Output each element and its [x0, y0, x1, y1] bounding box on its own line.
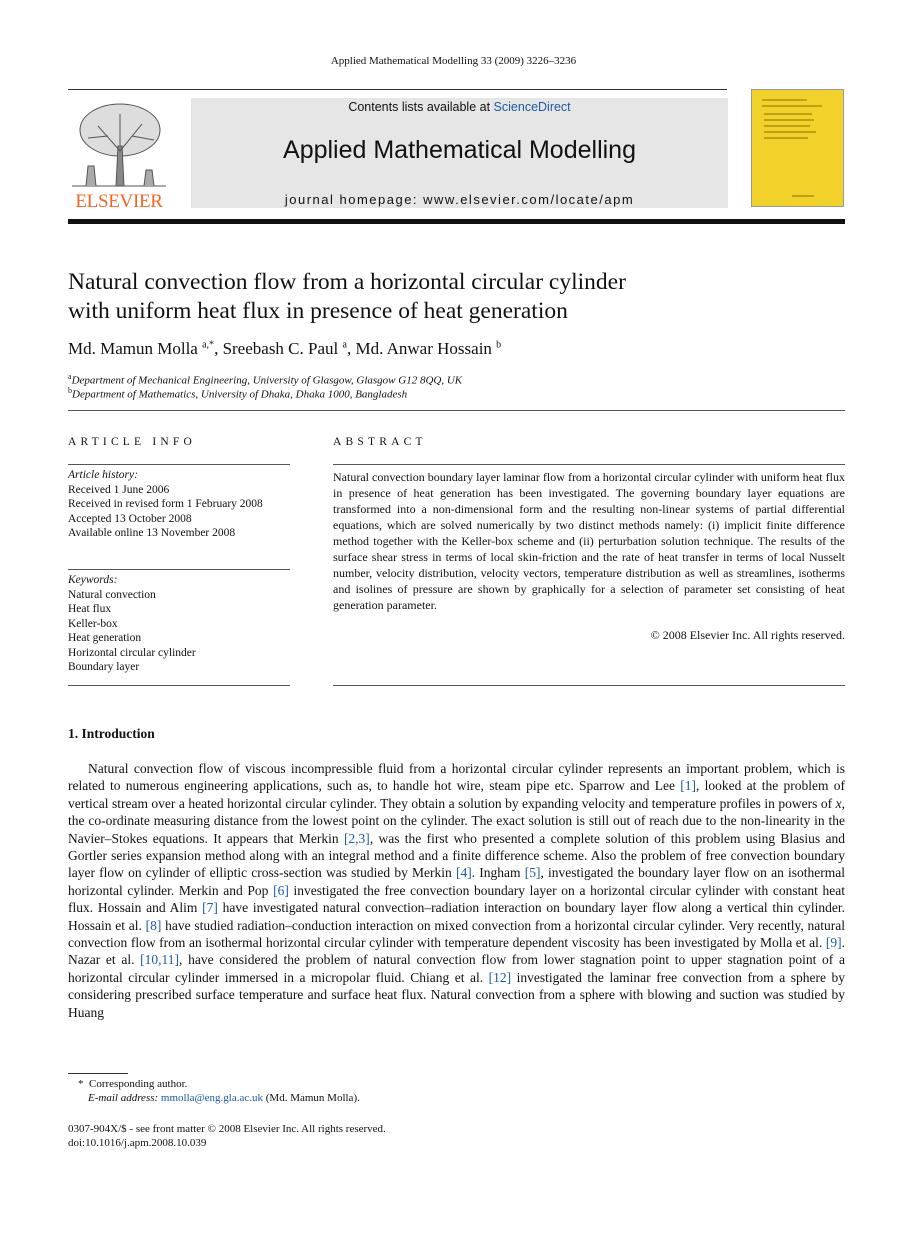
author-name[interactable]: Md. Mamun Molla	[68, 339, 198, 358]
author-sup: a	[342, 339, 347, 351]
header-rule	[68, 89, 727, 90]
citation-link[interactable]: [12]	[488, 969, 512, 985]
footnote-mark: *	[78, 1078, 84, 1090]
text-segment: investigated the laminar free convection from a sphere by considering prescribed surface temperature and surface heat flux. Natural convection from a sphere with blowing and suction was studied by Huang	[68, 969, 845, 1020]
corresponding-footnote	[78, 1078, 187, 1090]
history-label: Article history:	[68, 469, 138, 481]
contents-prefix: Contents lists available at	[348, 100, 491, 114]
title-line-2: with uniform heat flux in presence of heat generation	[68, 298, 568, 324]
citation-link[interactable]: [1]	[680, 778, 697, 794]
article-title	[68, 268, 828, 326]
title-line-1: Natural convection flow from a horizontal circular cylinder	[68, 269, 626, 295]
citation-link[interactable]: [4]	[455, 865, 472, 881]
text-segment: . Ingham	[471, 865, 525, 881]
history-item: Received in revised form 1 February 2008	[68, 498, 263, 510]
keyword: Natural convection	[68, 588, 156, 601]
article-info-bottom-rule	[68, 685, 290, 686]
citation-link[interactable]: [5]	[524, 865, 541, 881]
affiliation-sup: a	[68, 372, 72, 381]
text-segment: , was the first who presented a complete solution of this problem using Blasius and Gortler series expansion method along with an integral method and a finite difference scheme. Also the problem of free convection boundary layer flow on cylinder of elliptic cross-section was studied by Merkin	[68, 830, 845, 881]
text-segment: have studied radiation–conduction interaction on mixed convection from a horizontal circular cylinder. Very recently, natural convection flow from an isothermal horizontal circular cylinder with temperature dependent viscosity has been investigated by Molla et al.	[68, 917, 845, 951]
text-segment: have investigated natural convection–radiation interaction on boundary layer flow along a vertical thin cylinder. Hossain et al.	[68, 900, 845, 933]
footnote-rule	[68, 1073, 128, 1074]
abstract-bottom-rule	[333, 685, 845, 686]
affiliation-text: Department of Mechanical Engineering, University of Glasgow, Glasgow G12 8QQ, UK	[71, 374, 463, 387]
citation-link[interactable]: [10,11]	[140, 952, 180, 968]
keyword: Keller-box	[68, 617, 118, 630]
affiliation-sup: b	[68, 386, 72, 395]
author-sup: a,*	[202, 339, 215, 351]
sciencedirect-link[interactable]: ScienceDirect	[493, 100, 571, 114]
text-segment: investigated the free convection boundary layer on a horizontal circular cylinder with constant heat flux. Hossain and Alim	[68, 882, 845, 916]
journal-cover-image	[751, 89, 844, 207]
article-info-heading: ARTICLE INFO	[68, 436, 196, 448]
citation-link[interactable]: [2,3]	[343, 830, 370, 846]
keyword: Heat generation	[68, 632, 142, 644]
affiliation-text: Department of Mathematics, University of Dhaka, Dhaka 1000, Bangladesh	[72, 388, 408, 401]
keyword: Horizontal circular cylinder	[68, 646, 196, 659]
doi-line[interactable]: doi:10.1016/j.apm.2008.10.039	[68, 1137, 207, 1149]
keyword: Heat flux	[68, 603, 112, 615]
text-segment: Natural convection flow of viscous incompressible fluid from a horizontal circular cylinder represents an important problem, which is related to numerous engineering applications, such as, to handle hot wire, steam pipe etc. Sparrow and Lee	[68, 761, 845, 794]
keywords-rule	[68, 569, 290, 570]
email-link[interactable]: mmolla@eng.gla.ac.uk	[160, 1092, 263, 1104]
journal-title: Applied Mathematical Modelling	[283, 136, 636, 164]
history-item: Received 1 June 2006	[68, 483, 170, 496]
text-segment: , the co-ordinate measuring distance from the lowest point on the cylinder. The exact solution is still out of reach due to the non-linearity in the Navier–Stokes equations. It appears that Merkin	[68, 795, 845, 846]
elsevier-wordmark: ELSEVIER	[75, 191, 163, 212]
text-segment: . Nazar et al.	[68, 935, 845, 968]
affiliation	[68, 372, 462, 387]
email-footnote	[88, 1092, 360, 1104]
header-thick-rule	[68, 219, 845, 224]
text-segment: , have considered the problem of natural convection flow from lower stagnation point to upper stagnation point of a horizontal circular cylinder immersed in a micropolar fluid. Chiang et al.	[68, 952, 845, 985]
affiliation	[68, 386, 407, 401]
author-name[interactable]: Md. Anwar Hossain	[355, 339, 492, 358]
text-segment: , looked at the problem of vertical stream over a heated horizontal circular cylinder. They obtain a solution by expanding velocity and temperature profiles in powers of	[68, 778, 845, 811]
article-history	[68, 468, 263, 541]
author-list: Md. Mamun Molla $^{a,*}$, Sreebash C. Paul $^a$, Md. Anwar Hossain $^b$	[68, 339, 502, 358]
author-name[interactable]: Sreebash C. Paul	[222, 339, 339, 358]
contents-available	[191, 100, 728, 114]
history-item: Accepted 13 October 2008	[68, 512, 192, 525]
corresponding-text: Corresponding author.	[89, 1078, 188, 1090]
introduction-heading: 1. Introduction	[68, 726, 155, 741]
citation-link[interactable]: [9]	[825, 935, 842, 951]
email-owner: (Md. Mamun Molla).	[265, 1092, 360, 1104]
abstract-text: Natural convection boundary layer laminar flow from a horizontal circular cylinder with uniform heat flux in presence of heat generation has been investigated. The governing boundary layer equations are transformed into a non-dimensional form and the resulting non-linear systems of partial differential equations, which are solved numerically by two distinct methods namely: (i) implicit finite difference method together with the Keller-box scheme and (ii) perturbation solution technique. The results of the surface shear stress in terms of local skin-friction and the rate of heat transfer in terms of local Nusselt number, velocity distribution, velocity vectors, temperature distribution as well as streamlines, isotherms and isolines of pressure are shown by graphically for a selection of parameter set consisting of heat generation parameter.	[333, 470, 845, 612]
issn-line: 0307-904X/$ - see front matter © 2008 Elsevier Inc. All rights reserved.	[68, 1123, 386, 1135]
text-segment: , investigated the boundary layer flow on an isothermal horizontal cylinder. Merkin and Pop	[68, 865, 846, 898]
keyword: Boundary layer	[68, 661, 140, 673]
section-rule	[68, 410, 845, 411]
email-label: E-mail address:	[88, 1092, 159, 1104]
abstract-copyright: © 2008 Elsevier Inc. All rights reserved.	[650, 628, 845, 642]
abstract-rule	[333, 464, 845, 465]
math-variable: x	[835, 795, 842, 811]
author-sup: b	[496, 339, 502, 351]
keywords-list	[68, 573, 196, 675]
running-head: Applied Mathematical Modelling 33 (2009) 3226–3236	[330, 55, 577, 67]
citation-link[interactable]: [8]	[145, 917, 162, 933]
keywords-label: Keywords:	[68, 574, 118, 586]
abstract-heading: ABSTRACT	[333, 436, 427, 448]
article-info-rule	[68, 464, 290, 465]
history-item: Available online 13 November 2008	[68, 527, 236, 539]
journal-homepage[interactable]: journal homepage: www.elsevier.com/locate/apm	[284, 192, 635, 207]
citation-link[interactable]: [7]	[202, 900, 218, 916]
citation-link[interactable]: [6]	[273, 882, 289, 898]
introduction-paragraph	[68, 760, 845, 1021]
